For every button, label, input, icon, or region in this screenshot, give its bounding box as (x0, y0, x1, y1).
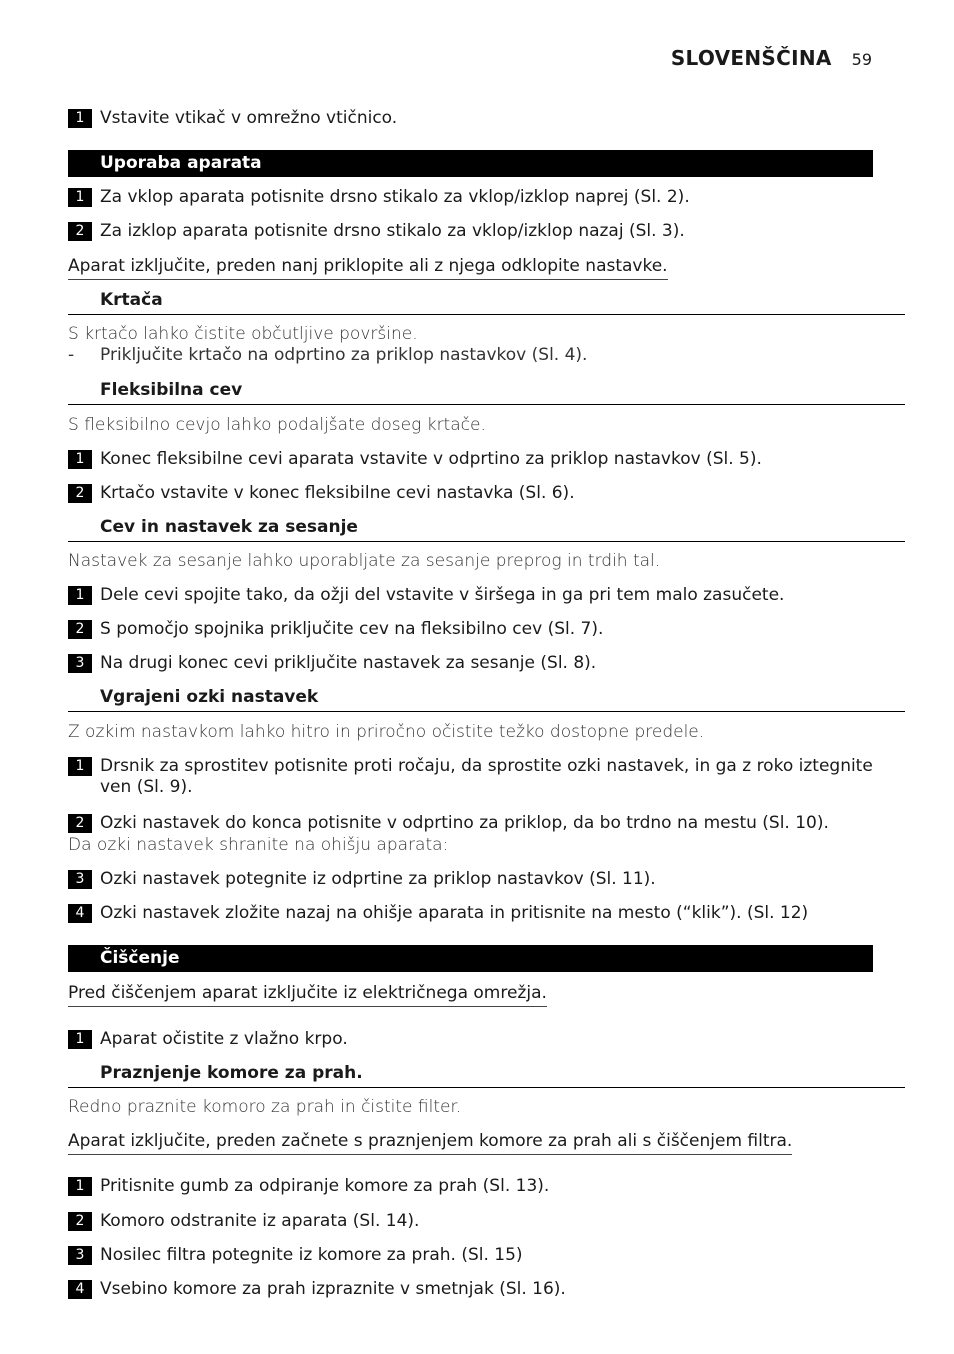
language-title: SLOVENŠČINA (670, 46, 832, 70)
step-crevice-2 (68, 813, 873, 834)
step-emptying-1 (68, 1176, 873, 1197)
step-emptying-2 (68, 1211, 873, 1232)
step-number: 2 (68, 484, 92, 503)
page-header (671, 46, 872, 70)
brush-bullet (68, 345, 873, 366)
step-text: Dele cevi spojite tako, da ožji del vstavite v širšega in ga pri tem malo zasučete. (100, 585, 785, 605)
crevice-paragraph: Z ozkim nastavkom lahko hitro in priročno očistite težko dostopne predele. (68, 722, 705, 742)
warning-attachments (68, 256, 873, 277)
step-text: Pritisnite gumb za odpiranje komore za prah (Sl. 13). (100, 1176, 550, 1196)
step-hose-2 (68, 483, 873, 504)
step-crevice-4 (68, 903, 873, 924)
step-text: Vstavite vtikač v omrežno vtičnico. (100, 108, 398, 128)
step-number: 1 (68, 109, 92, 128)
step-text: Na drugi konec cevi priključite nastavek za sesanje (Sl. 8). (100, 653, 597, 673)
step-number: 1 (68, 586, 92, 605)
step-cleaning-1 (68, 1029, 873, 1050)
step-text: Krtačo vstavite v konec fleksibilne cevi nastavka (Sl. 6). (100, 483, 575, 503)
crevice-storage-paragraph: Da ozki nastavek shranite na ohišju aparata: (68, 835, 449, 855)
step-text: Ozki nastavek zložite nazaj na ohišje aparata in pritisnite na mesto (“klik”). (Sl. 12) (100, 903, 809, 923)
step-text: S pomočjo spojnika priključite cev na fleksibilno cev (Sl. 7). (100, 619, 604, 639)
step-text: Drsnik za sprostitev potisnite proti ročaju, da sprostite ozki nastavek, in ga z roko iztegnite ven (Sl. 9). (100, 756, 873, 797)
subheading-tube: Cev in nastavek za sesanje (68, 517, 905, 542)
step-number: 1 (68, 450, 92, 469)
step-crevice-1 (68, 756, 873, 798)
step-text: Za izklop aparata potisnite drsno stikalo za vklop/izklop nazaj (Sl. 3). (100, 221, 685, 241)
step-number: 2 (68, 222, 92, 241)
step-tube-1 (68, 585, 873, 606)
step-number: 3 (68, 654, 92, 673)
section-heading-cleaning: Čiščenje (68, 945, 873, 972)
step-switch-on (68, 187, 873, 208)
step-text: Nosilec filtra potegnite iz komore za prah. (Sl. 15) (100, 1245, 523, 1265)
step-text: Ozki nastavek potegnite iz odprtine za priklop nastavkov (Sl. 11). (100, 869, 656, 889)
step-tube-2 (68, 619, 873, 640)
step-plug-in (68, 108, 873, 129)
step-number: 2 (68, 814, 92, 833)
warning-cleaning (68, 983, 873, 1004)
subheading-brush: Krtača (68, 290, 905, 315)
step-number: 2 (68, 620, 92, 639)
step-number: 3 (68, 870, 92, 889)
hose-paragraph: S fleksibilno cevjo lahko podaljšate doseg krtače. (68, 415, 486, 435)
step-number: 1 (68, 1030, 92, 1049)
subheading-hose: Fleksibilna cev (68, 380, 905, 405)
step-number: 3 (68, 1246, 92, 1265)
step-number: 1 (68, 757, 92, 776)
section-heading-using: Uporaba aparata (68, 150, 873, 177)
step-text: Komoro odstranite iz aparata (Sl. 14). (100, 1211, 420, 1231)
step-text: Ozki nastavek do konca potisnite v odprtino za priklop, da bo trdno na mestu (Sl. 10). (100, 813, 829, 833)
step-text: Vsebino komore za prah izpraznite v smetnjak (Sl. 16). (100, 1279, 566, 1299)
step-number: 4 (68, 904, 92, 923)
step-tube-3 (68, 653, 873, 674)
tube-paragraph: Nastavek za sesanje lahko uporabljate za sesanje preprog in trdih tal. (68, 551, 661, 571)
warning-text: Pred čiščenjem aparat izklјučite iz električnega omrežja. (68, 983, 547, 1007)
step-number: 1 (68, 188, 92, 207)
brush-paragraph: S krtačo lahko čistite občutljive površine. (68, 324, 418, 344)
emptying-paragraph: Redno praznite komoro za prah in čistite filter. (68, 1097, 462, 1117)
step-text: Konec fleksibilne cevi aparata vstavite v odprtino za priklop nastavkov (Sl. 5). (100, 449, 762, 469)
step-number: 2 (68, 1212, 92, 1231)
step-number: 1 (68, 1177, 92, 1196)
step-emptying-4 (68, 1279, 873, 1300)
bullet-text: Priključite krtačo na odprtino za priklop nastavkov (Sl. 4). (100, 345, 588, 365)
step-number: 4 (68, 1280, 92, 1299)
subheading-emptying: Praznjenje komore za prah. (68, 1063, 905, 1088)
warning-text: Aparat izključite, preden nanj priklopite ali z njega odklopite nastavke. (68, 256, 668, 280)
step-hose-1 (68, 449, 873, 470)
step-switch-off (68, 221, 873, 242)
subheading-crevice: Vgrajeni ozki nastavek (68, 687, 905, 712)
step-emptying-3 (68, 1245, 873, 1266)
warning-emptying (68, 1131, 873, 1152)
page-number: 59 (851, 50, 872, 69)
step-text: Aparat očistite z vlažno krpo. (100, 1029, 348, 1049)
step-crevice-3 (68, 869, 873, 890)
warning-text: Aparat izklјučite, preden začnete s praznjenjem komore za prah ali s čiščenjem filtra. (68, 1131, 792, 1155)
bullet-dash: - (68, 345, 75, 365)
step-text: Za vklop aparata potisnite drsno stikalo za vklop/izklop naprej (Sl. 2). (100, 187, 690, 207)
